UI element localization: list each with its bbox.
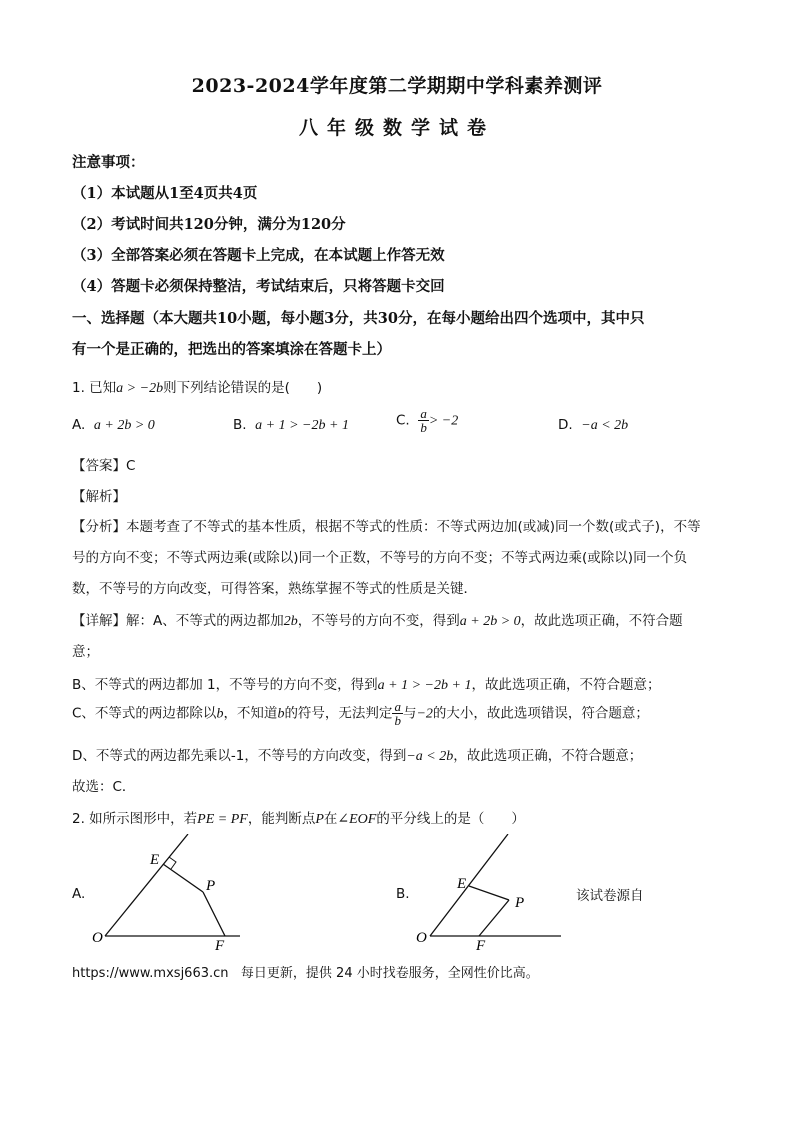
q1-detail-c-text3: 的符号，无法判定 [284,705,393,722]
fig-b-label-o: O [416,930,427,946]
q1-answer-row [72,454,135,474]
q1-option-a-label: A. [72,417,86,433]
footer-url[interactable]: https://www.mxsj663.cn [72,966,229,981]
footer-text: 每日更新，提供 24 小时找卷服务，全网性价比高。 [240,966,539,981]
q1-analysis-tag: 【解析】 [72,489,126,505]
q1-option-d-expr: −a < 2b [581,418,629,433]
q1-answer-tag: 【答案】 [72,458,126,474]
q1-detail-c-numerator: a [394,699,401,714]
q1-option-a [72,417,155,434]
q1-option-c-denominator: b [420,420,427,435]
q1-option-b-label: B. [233,417,247,433]
fig-a-ray-oe [105,834,188,936]
notes-heading: 注意事项： [72,154,145,171]
q1-detail-c-text1: C、不等式的两边都除以 [72,705,217,722]
q2-point-p: P [315,812,324,827]
q2-option-a-label: A. [72,886,86,902]
section-heading-line2: 有一个是正确的，把选出的答案填涂在答题卡上） [72,341,391,358]
note-item-4: （4）答题卡必须保持整洁，考试结束后，只将答题卡交回 [72,278,445,295]
fig-a-segment-pf [203,892,225,936]
note-item-2: （2）考试时间共120分钟，满分为120分 [72,216,346,233]
fig-a-label-f: F [215,938,225,952]
q2-condition-pe-pf: PE = PF [197,812,248,827]
fig-a-segment-ep [163,864,203,892]
q1-answer: C [126,458,136,474]
q1-option-b [233,417,349,434]
q2-mid2: 在 [323,811,338,827]
q2-figure-b [413,834,573,952]
q2-prefix: 2. 如所示图形中，若 [72,811,198,827]
q2-suffix: 的平分线上的是（ ） [376,811,525,827]
fig-a-label-p: P [206,878,216,894]
q1-detail-line-a2: 意； [72,644,99,660]
q1-detail-d-text1: D、不等式的两边都先乘以-1，不等号的方向改变，得到 [72,748,407,764]
exam-title: 2023-2024学年度第二学期期中学科素养测评 [191,75,603,97]
q1-option-d-label: D. [558,417,573,433]
fig-a-right-angle-mark [169,857,176,869]
q1-detail-line-c [72,700,649,727]
question-2-stem [72,807,525,828]
q1-detail-b-math: a + 1 > −2b + 1 [377,678,472,693]
q1-detail-c-text5: 的大小，故此选项错误，符合题意； [432,705,649,722]
q2-mid1: ，能判断点 [247,811,316,827]
q1-option-b-expr: a + 1 > −2b + 1 [255,418,349,433]
fig-b-segment-ep [469,886,509,900]
q1-detail-line-a [72,609,683,630]
q1-detail-c-math3: −2 [416,706,433,722]
q1-detail-c-math2: b [277,706,285,722]
fig-b-segment-pf [479,900,509,936]
q1-detail-tag: 【详解】 [72,613,126,629]
q1-detail-c-denominator: b [394,713,401,728]
q1-detail-a-text2: ，不等号的方向不变，得到 [297,613,460,629]
q1-detail-b-text1: B、不等式的两边都加 1，不等号的方向不变，得到 [72,677,378,693]
note-item-1: （1）本试题从1至4页共4页 [72,185,258,202]
q1-detail-a-text3: ，故此选项正确，不符合题 [520,613,683,629]
q1-condition: a > −2b [116,381,164,396]
q1-detail-c-fraction [392,700,403,727]
q1-option-c-numerator: a [420,406,427,421]
q1-detail-line-d [72,744,642,765]
q1-detail-d-math: −a < 2b [406,749,454,764]
q1-fenxi-line2: 号的方向不变；不等式两边乘(或除以)同一个正数，不等号的方向不变；不等式两边乘(或除以)同一个负 [72,550,688,566]
q1-detail-a-math1: 2b [283,614,298,629]
fig-b-label-f: F [476,938,486,952]
q1-detail-a-text1: 解：A、不等式的两边都加 [126,613,284,629]
fig-b-label-p: P [515,895,525,911]
q1-option-c-label: C. [396,412,410,429]
q2-angle-eof: ∠EOF [337,812,377,827]
q2-figure-a [88,834,258,952]
q1-detail-line-b [72,673,660,694]
q1-suffix: 则下列结论错误的是( ) [163,380,323,396]
footer [72,962,539,981]
exam-subtitle: 八年级数学试卷 [298,117,495,139]
section-heading-line1: 一、选择题（本大题共10小题，每小题3分，共30分，在每小题给出四个选项中，其中只 [72,310,645,327]
fig-b-ray-oe [430,834,508,936]
q1-option-c [396,407,458,434]
q1-detail-c-text2: ，不知道 [223,705,278,722]
q1-option-c-rest: > −2 [428,413,459,429]
question-1-stem [72,376,322,397]
q1-detail-b-text2: ，故此选项正确，不符合题意； [471,677,661,693]
q1-option-a-expr: a + 2b > 0 [93,418,155,433]
q1-detail-a-math2: a + 2b > 0 [459,614,521,629]
q1-fenxi-line1 [72,515,701,535]
q1-detail-c-text4: 与 [402,705,417,722]
q1-option-d [558,417,628,434]
q1-fenxi-text1: 本题考查了不等式的基本性质，根据不等式的性质：不等式两边加(或减)同一个数(或式子)，不等 [126,519,701,535]
fig-a-label-e: E [150,852,160,868]
q1-detail-c-math1: b [216,706,224,722]
q1-detail-d-text2: ，故此选项正确，不符合题意； [453,748,643,764]
source-note: 该试卷源自 [576,888,644,904]
q1-prefix: 1. 已知 [72,380,117,396]
fig-b-label-e: E [457,876,467,892]
q2-option-b-label: B. [396,886,410,902]
q1-fenxi-tag: 【分析】 [72,519,126,535]
q1-conclusion: 故选：C． [72,779,136,795]
q1-option-c-fraction [418,407,429,434]
note-item-3: （3）全部答案必须在答题卡上完成，在本试题上作答无效 [72,247,445,264]
q1-fenxi-line3: 数，不等号的方向改变，可得答案，熟练掌握不等式的性质是关键． [72,581,477,597]
fig-a-label-o: O [92,930,103,946]
